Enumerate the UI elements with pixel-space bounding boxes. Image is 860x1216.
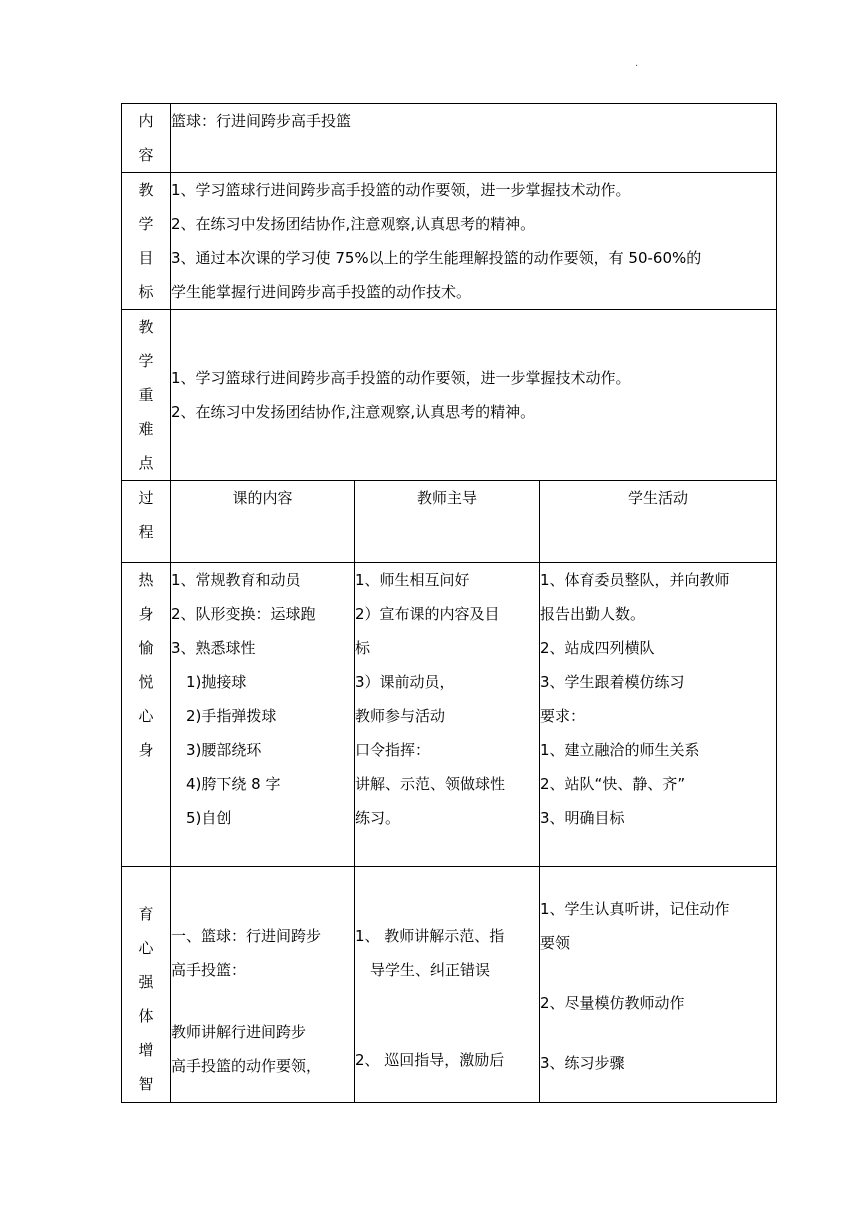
key-points-row [122,310,777,481]
warmup-header: 热 身 愉 悦 心 身 [122,563,171,867]
process-header-row [122,481,777,563]
main-student: 1、学生认真听讲，记住动作 要领 2、尽量模仿教师动作 3、练习步骤 [540,867,777,1103]
warmup-student: 1、体育委员整队，并向教师 报告出勤人数。 2、站成四列横队 3、学生跟着模仿练习 要求： 1、建立融洽的师生关系 2、站队“快、静、齐” 3、明确目标 [540,563,777,867]
page-mark: . [635,58,639,69]
col-student-activity: 学生活动 [540,481,777,563]
warmup-content: 1、常规教育和动员 2、队形变换：运球跑 3、熟悉球性 1)抛接球 2)手指弹拨球 3)腰部绕环 4)胯下绕 8 字 5)自创 [171,563,355,867]
key-points-text: 1、学习篮球行进间跨步高手投篮的动作要领，进一步掌握技术动作。 2、在练习中发扬团结协作,注意观察,认真思考的精神。 [171,310,777,481]
main-teacher: 1、 教师讲解示范、指 导学生、纠正错误 2、 巡回指导，激励后 [355,867,540,1103]
key-points-header: 教 学 重 难 点 [122,310,171,481]
content-row [122,104,777,173]
content-header: 内 容 [122,104,171,173]
content-text: 篮球：行进间跨步高手投篮 [171,104,777,173]
main-content: 一、篮球：行进间跨步 高手投篮： 教师讲解行进间跨步 高手投篮的动作要领， [171,867,355,1103]
warmup-teacher: 1、师生相互问好 2）宣布课的内容及目 标 3）课前动员， 教师参与活动 口令指挥： 讲解、示范、领做球性 练习。 [355,563,540,867]
main-header: 育 心 强 体 增 智 [122,867,171,1103]
warmup-row [122,563,777,867]
col-teacher-lead: 教师主导 [355,481,540,563]
objectives-row [122,173,777,310]
lesson-plan-table [121,103,777,1103]
objectives-text: 1、学习篮球行进间跨步高手投篮的动作要领，进一步掌握技术动作。 2、在练习中发扬团结协作,注意观察,认真思考的精神。 3、通过本次课的学习使 75%以上的学生能理解投篮的动作要领，有 50-60%的 学生能掌握行进间跨步高手投篮的动作技术。 [171,173,777,310]
col-lesson-content: 课的内容 [171,481,355,563]
process-header: 过 程 [122,481,171,563]
main-row [122,867,777,1103]
objectives-header: 教 学 目 标 [122,173,171,310]
